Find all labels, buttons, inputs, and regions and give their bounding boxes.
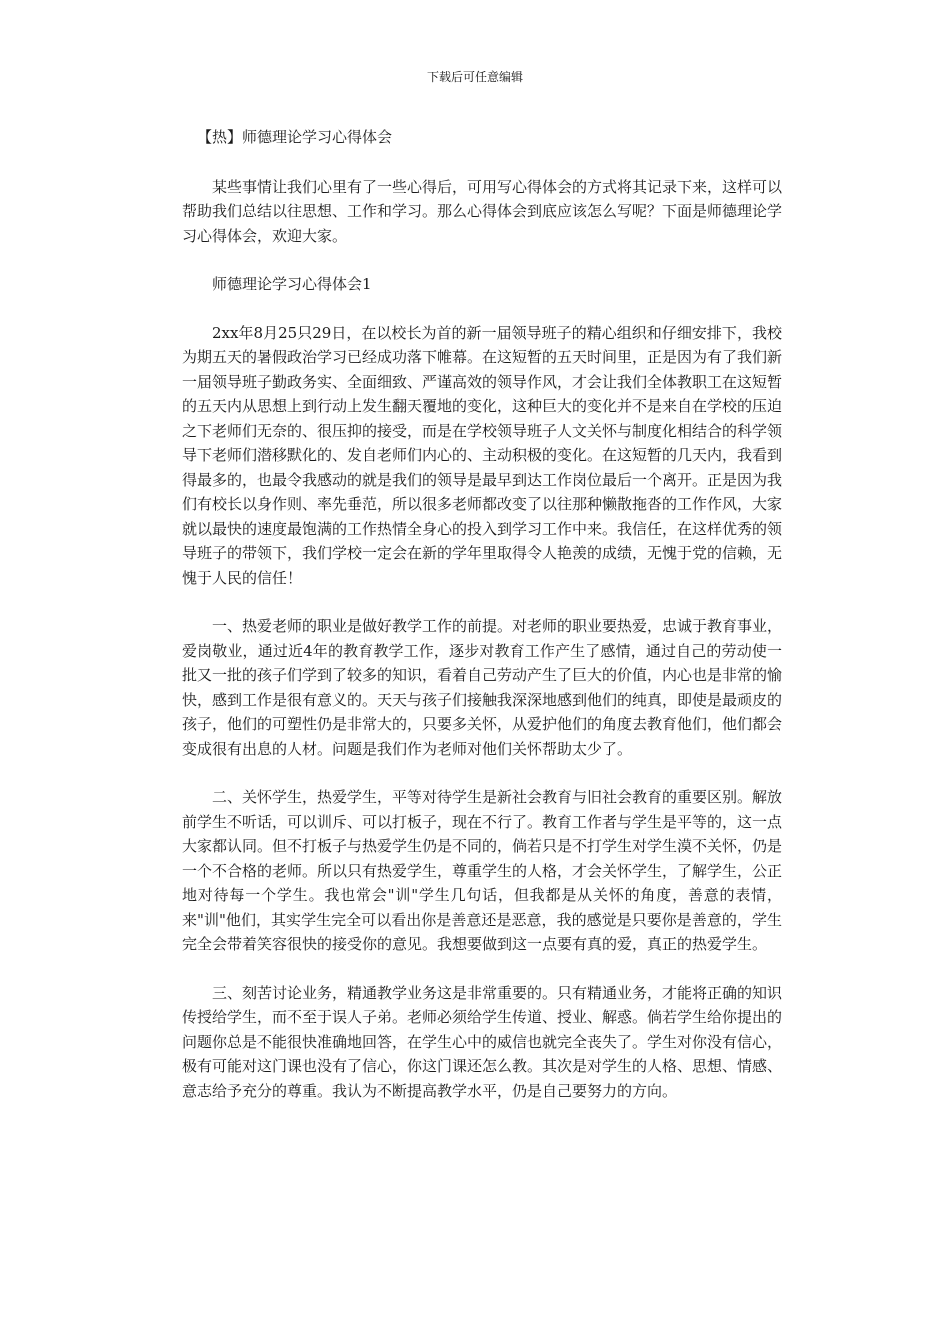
- body-paragraph-3: 二、关怀学生，热爱学生，平等对待学生是新社会教育与旧社会教育的重要区别。解放前学生不听话，可以训斥、可以打板子，现在不行了。教育工作者与学生是平等的，这一点大家都认同。但不打板子与热爱学生仍是不同的，倘若只是不打学生对学生漠不关怀，仍是一个不合格的老师。所以只有热爱学生，尊重学生的人格，才会关怀学生，了解学生，公正地对待每一个学生。我也常会"训"学生几句话，但我都是从关怀的角度，善意的表情，来"训"他们，其实学生完全可以看出你是善意还是恶意，我的感觉是只要你是善意的，学生完全会带着笑容很快的接受你的意见。我想要做到这一点要有真的爱，真正的热爱学生。: [182, 788, 783, 953]
- document-title: 【热】师德理论学习心得体会: [197, 128, 393, 146]
- body-paragraph-2: 一、热爱老师的职业是做好教学工作的前提。对老师的职业要热爱，忠诚于教育事业，爱岗敬业，通过近4年的教育教学工作，逐步对教育工作产生了感情，通过自己的劳动使一批又一批的孩子们学到了较多的知识，看着自己劳动产生了巨大的价值，内心也是非常的愉快，感到工作是很有意义的。天天与孩子们接触我深深地感到他们的纯真，即使是最顽皮的孩子，他们的可塑性仍是非常大的，只要多关怀，从爱护他们的角度去教育他们，他们都会变成很有出息的人材。问题是我们作为老师对他们关怀帮助太少了。: [182, 617, 783, 758]
- header-note: 下载后可任意编辑: [426, 70, 523, 84]
- intro-paragraph: 某些事情让我们心里有了一些心得后，可用写心得体会的方式将其记录下来，这样可以帮助我们总结以往思想、工作和学习。那么心得体会到底应该怎么写呢？下面是师德理论学习心得体会，欢迎大家。: [182, 177, 783, 245]
- section-heading: 师德理论学习心得体会1: [212, 275, 372, 293]
- body-paragraph-1: 2xx年8月25只29日，在以校长为首的新一届领导班子的精心组织和仔细安排下，我校为期五天的暑假政治学习已经成功落下帷幕。在这短暂的五天时间里，正是因为有了我们新一届领导班子勤政务实、全面细致、严谨高效的领导作风，才会让我们全体教职工在这短暂的五天内从思想上到行动上发生翻天覆地的变化，这种巨大的变化并不是来自在学校的压迫之下老师们无奈的、很压抑的接受，而是在学校领导班子人文关怀与制度化相结合的科学领导下老师们潜移默化的、发自老师们内心的、主动积极的变化。在这短暂的几天内，我看到得最多的，也最令我感动的就是我们的领导是最早到达工作岗位最后一个离开。正是因为我们有校长以身作则、率先垂范，所以很多老师都改变了以往那种懒散拖沓的工作作风，大家就以最快的速度最饱满的工作热情全身心的投入到学习工作中来。我信任，在这样优秀的领导班子的带领下，我们学校一定会在新的学年里取得令人艳羡的成绩，无愧于党的信赖，无愧于人民的信任！: [182, 323, 783, 587]
- body-paragraph-4: 三、刻苦讨论业务，精通教学业务这是非常重要的。只有精通业务，才能将正确的知识传授给学生，而不至于误人子弟。老师必须给学生传道、授业、解惑。倘若学生给你提出的问题你总是不能很快准确地回答，在学生心中的威信也就完全丧失了。学生对你没有信心，极有可能对这门课也没有了信心，你这门课还怎么教。其次是对学生的人格、思想、情感、意志给予充分的尊重。我认为不断提高教学水平，仍是自己要努力的方向。: [182, 983, 783, 1100]
- document-body: [182, 125, 782, 1127]
